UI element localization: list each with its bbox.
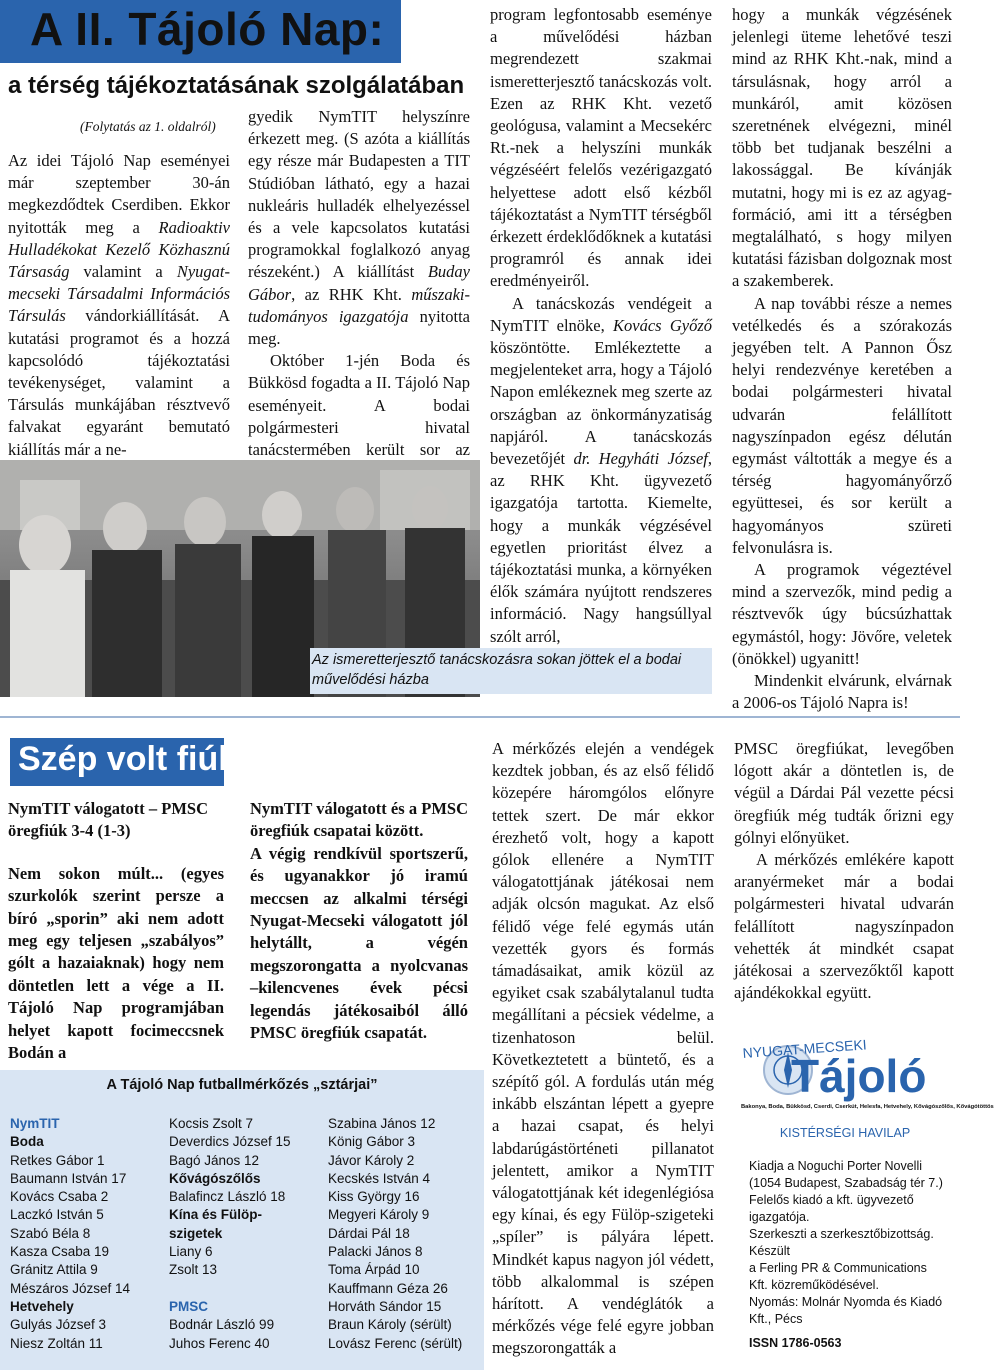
logo-main-text: Tájoló xyxy=(791,1050,927,1102)
tajolo-logo xyxy=(735,1030,994,1110)
lineup-entry: Kővágószőlős xyxy=(169,1170,261,1186)
lineup-entry: NymTIT xyxy=(10,1116,60,1131)
village-list: Bakonya, Boda, Bükkösd, Cserdi, Cserkút, Helesfa, Hetvehely, Kővágószőlős, Kővágótöttös xyxy=(741,1104,994,1110)
lineup-entry: Szabó Béla 8 xyxy=(10,1225,91,1241)
lineup-entry: Gránitz Attila 9 xyxy=(10,1262,98,1278)
lineup-entry: Bodnár László 99 xyxy=(169,1317,275,1333)
lineup-entry: Retkes Gábor 1 xyxy=(10,1152,105,1168)
article-subtitle: a térség tájékoztatásának szolgálatában xyxy=(8,72,465,99)
sport-column-1: NymTIT válogatott – PMSC öregfiúk 3-4 (1-3) Nem sokon múlt... (egyes szurkolók szerint persze a bíró „sporin” aki nem adott meg egy teljesen „szabályos” gólt a hazaiaknak) hogy nem döntetlen lett a vége a II. Tájoló Nap programjában helyet kapott focimeccsnek Bodán a xyxy=(8,799,224,1063)
lineup-entry: Hetvehely xyxy=(10,1298,74,1314)
lineup-entry: Dárdai Pál 18 xyxy=(328,1225,410,1241)
lineup-entry: Kiss György 16 xyxy=(328,1189,420,1205)
masthead xyxy=(735,1030,994,1370)
lineup-entry: Bagó János 12 xyxy=(169,1152,260,1168)
logo-top-text: NYUGAT-MECSEKI xyxy=(742,1036,868,1061)
lineup-column-3 xyxy=(328,1115,478,1353)
lineup-title: A Tájoló Nap futballmérkőzés „sztárjai” xyxy=(106,1077,378,1093)
lineup-entry: Megyeri Károly 9 xyxy=(328,1207,430,1223)
lineup-entry: Kasza Csaba 19 xyxy=(10,1244,110,1260)
article-column-4: hogy a munkák végzésének jelenlegi üteme lehetővé teszi mind az RHK Kht.-nak, mind a társulásnak, hogy arról a munkáról, amit közösen szeretnének elvégezni, minél több bet tudjanak beszélni a lakossággal. Be kívánják mutatni, hogy mi is ez az agyag-formáció, ami itt a térségben megtalálható, s hogy milyen kutatási fázisban dolgoznak most a szakemberek. A nap további része a nemes vetélkedés és a szórakozás jegyében telt. A Pannon Ősz helyi rendezvénye keretében a bodai polgármesteri hivatal udvarán felállított nagyszínpadon egész délután egymást váltották a megye és a térség hagyományőrző együttesei, és sor került a hagyományos szüreti felvonulásra is. A programok végeztével mind a szervezők, mind pedig a résztvevők úgy búcsúzhattak egymástól, hogy: Jövőre, veletek (önökkel) ugyanitt! Mindenkit elvárunk, elvárnak a 2006-os Tájoló Napra is! xyxy=(732,5,952,713)
lineup-entry: Juhos Ferenc 40 xyxy=(169,1335,270,1351)
lineup-entry: Braun Károly (sérült) xyxy=(328,1317,452,1333)
lineup-entry: Kocsis Zsolt 7 xyxy=(169,1116,254,1131)
article-title: A II. Tájoló Nap: xyxy=(30,3,385,55)
section-divider xyxy=(0,716,960,718)
sport-column-3: A mérkőzés elején a vendégek kezdtek jobban, és az első félidő közepére háromgólos előnyre tettek szert. De már ekkor érezhető volt, hogy a kapott gólok ellenére a NymTIT válogatottjának játékosai nem adják olcsón magukat. Az első félidő vége felé egymás után vezették gyors és formás támadásaikat, amik közül az egyiket csak szabálytalanul tudta megállítani a pécsiek védelme, a tizenhatoson belül. Következtetett a büntető, és a szépítő gól. A fordulás után még inkább elszántan lépett a gyepre a hazai csapat, és helyi labdarúgástörténeti pillanatot jelentett, amikor a NymTIT válogatottjának két idegenlégiósa egy kínai, és egy Fülöp-szigeteki „spíler” is pályára lépett. Mindkét kapus nagyon jól védett, több alkalommal is szépen hárított. A vendéglátók a mérkőzés vége felé egyre jobban megszorongatták a xyxy=(492,739,714,1358)
lineup-entry: Jávor Károly 2 xyxy=(328,1152,415,1168)
lineup-entry: Niesz Zoltán 11 xyxy=(10,1335,103,1351)
article-column-2: gyedik NymTIT helyszínre érkezett meg. (S azóta a kiállítás egy része már Budapesten a TIT Stúdióban látható, egy a hazai nukleáris hulladék elhelyezéssel és a vele kapcsolatos kutatási programokkal foglalkozó anyag részeként.) A kiállítást Buday Gábor, az RHK Kht. műszaki-tudományos igazgatója nyitotta meg. Október 1-jén Boda és Bükkösd fogadta a II. Tájoló Nap eseményeit. A bodai polgármesteri hivatal tanácstermében került sor az xyxy=(248,107,470,460)
impressum-line: a Ferling PR & Communications Kft. közreműködésével. xyxy=(749,1261,927,1292)
impressum-line: Nyomás: Molnár Nyomda és Kiadó Kft., Pécs xyxy=(749,1295,943,1326)
lineup-entry: Balafincz László 18 xyxy=(169,1189,286,1205)
lineup-entry: Mészáros József 14 xyxy=(10,1280,131,1296)
lineup-entry: Kecskés István 4 xyxy=(328,1170,431,1186)
sport-title: Szép volt fiúk! xyxy=(18,740,249,778)
tagline: KISTÉRSÉGI HAVILAP xyxy=(779,1126,911,1140)
lineup-entry: Kína és Fülöp- xyxy=(169,1207,263,1223)
lineup-entry: Kauffmann Géza 26 xyxy=(328,1280,448,1296)
lineup-entry: Laczkó István 5 xyxy=(10,1207,104,1223)
lineup-entry: König Gábor 3 xyxy=(328,1134,416,1150)
lineup-column-1 xyxy=(10,1115,160,1353)
lineup-entry: Deverdics József 15 xyxy=(169,1134,291,1150)
lineup-entry: Liany 6 xyxy=(169,1244,213,1260)
impressum-line: Szerkeszti a szerkesztőbizottság. xyxy=(749,1227,934,1241)
lineup-entry: szigetek xyxy=(169,1225,223,1241)
sport-column-2: NymTIT válogatott és a PMSC öregfiúk csapatai között. A végig rendkívül sportszerű, és ugyanakkor jó iramú meccsen az alkalmi térségi Nyugat-Mecseki válogatott jól helytállt, a végén megszorongatta a nyolcvanas –kilencvenes évek pécsi legendás játékosaiból álló PMSC öregfiúk csapatát. xyxy=(250,799,468,1043)
sport-column-4: PMSC öregfiúkat, levegőben lógott akár a döntetlen is, de végül a Dárdai Pál vezette pécsi öregfiúk még tudták őrizni egy gólnyi előnyüket. A mérkőzés emlékére kapott aranyérmeket már a bodai polgármesteri hivatal udvarán felállított nagyszínpadon vehették át mindkét csapat játékosai a szervezőktől kapott ajándékokkal együtt. xyxy=(734,739,954,1003)
lineup-entry: Kovács Csaba 2 xyxy=(10,1189,109,1205)
article-column-3: program legfontosabb eseménye a művelődési házban megrendezett szakmai ismeretterjesztő tanácskozás volt. Ezen az RHK Kht. vezető geológusa, valamint a Mecsekérc Rt.-nek a helyszíni munkák végzéséért felelős vezérigazgató helyettese adott első kézből tájékoztatást a NymTIT térségből érkezett érdeklődőknek a kutatási programról és annak idei eredményeiről. A tanácskozás vendégeit a NymTIT elnöke, Kovács Győző köszöntötte. Emlékeztette a megjelenteket arra, hogy a Tájoló Napon emlékeznek meg szerte az országban az önkormányzatiság napjáról. A tanácskozás bevezetőjét dr. Hegyháti József, az RHK Kht. ügyvezető igazgatója tartotta. Kiemelte, hogy a munkák végzésével egyetlen prioritást élvez a tájékoztatási munka, a környéken élők számára nyújtott rendszeres információ. Nagy hangsúllyal szólt arról, xyxy=(490,5,712,646)
impressum xyxy=(749,1158,945,1328)
lineup-entry: Szabina János 12 xyxy=(328,1116,436,1131)
photo-caption: Az ismeretterjesztő tanácskozásra sokan jöttek el a bodai művelődési házba xyxy=(312,652,682,688)
continued-note: (Folytatás az 1. oldalról) xyxy=(80,119,216,134)
lineup-column-2 xyxy=(169,1115,304,1353)
lineup-entry: Horváth Sándor 15 xyxy=(328,1298,442,1314)
lineup-entry: Palacki János 8 xyxy=(328,1244,423,1260)
lineup-entry: PMSC xyxy=(169,1298,209,1314)
lineup-entry: Baumann István 17 xyxy=(10,1170,127,1186)
article-column-1: Az idei Tájoló Nap eseményei már szeptember 30-án megkezdődtek Cserdiben. Ekkor nyitották meg a Radioaktiv Hulladékokat Kezelő Közhasznú Társaság valamint a Nyugat-mecseki Társadalmi Információs Társulás vándorkiállítását. A kutatási programot és a hozzá kapcsolódó tájékoztatási tevékenységet, valamint a Társulás munkájában résztvevő falvakat egyaránt bemutató kiállítás már a ne- xyxy=(8,151,230,459)
lineup-entry: Toma Árpád 10 xyxy=(328,1262,420,1278)
impressum-line: Kiadja a Noguchi Porter Novelli (1054 Budapest, Szabadság tér 7.) xyxy=(749,1159,943,1190)
impressum-line: Felelős kiadó a kft. ügyvezető igazgatója. xyxy=(749,1193,914,1224)
issn: ISSN 1786-0563 xyxy=(749,1336,842,1350)
lineup-entry xyxy=(169,1280,304,1298)
lineup-entry: Boda xyxy=(10,1134,44,1150)
lineup-entry: Lovász Ferenc (sérült) xyxy=(328,1335,463,1351)
impressum-line: Készült xyxy=(749,1244,790,1258)
lineup-entry: Gulyás József 3 xyxy=(10,1317,107,1333)
lineup-entry: Zsolt 13 xyxy=(169,1262,218,1278)
